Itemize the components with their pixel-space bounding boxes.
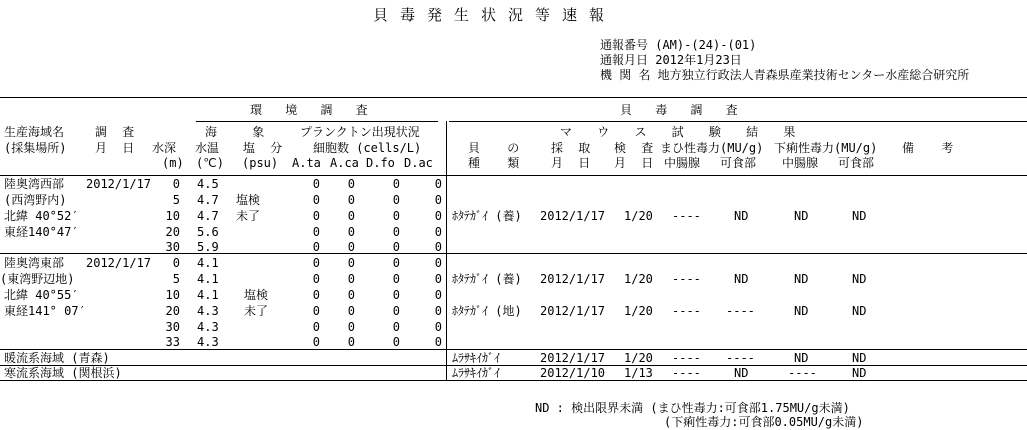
water-temp-header: 水温 bbox=[195, 141, 220, 155]
table-cell-dac: 0 bbox=[434, 225, 442, 239]
table-cell-dfo: 0 bbox=[392, 288, 400, 302]
inspect-date: 1/20 bbox=[624, 209, 653, 223]
table-cell-dac: 0 bbox=[434, 256, 442, 270]
table-cell-aca: 0 bbox=[347, 320, 355, 334]
header-bottom-rule bbox=[0, 175, 1027, 176]
sampling-header: 採 取 bbox=[551, 141, 595, 155]
dsp-hepato-value: ---- bbox=[788, 366, 817, 380]
plankton-header: プランクトン出現状況 bbox=[300, 125, 420, 139]
table-cell-salinity: 未了 bbox=[244, 304, 269, 318]
area2-date: 2012/1/17 bbox=[86, 256, 152, 270]
table-cell-temp: 4.3 bbox=[197, 304, 219, 318]
shellfish-name: ﾎﾀﾃｶﾞｲ (地) bbox=[452, 304, 522, 318]
dsp-header: 下痢性毒力(MU/g) bbox=[774, 141, 878, 155]
species-dac: D.ac bbox=[404, 156, 433, 170]
area1-date: 2012/1/17 bbox=[86, 177, 152, 191]
survey-date-header: 月 日 bbox=[95, 141, 139, 155]
psp-hepato-value: ---- bbox=[672, 209, 701, 223]
inspect-date: 1/20 bbox=[624, 304, 653, 318]
table-cell-dfo: 0 bbox=[392, 193, 400, 207]
area-sub-header: (採集場所) bbox=[4, 141, 67, 155]
table-cell-dfo: 0 bbox=[392, 177, 400, 191]
table-cell-depth: 5 bbox=[172, 193, 180, 207]
table-cell-temp: 4.1 bbox=[197, 272, 219, 286]
psp-hepato-value: ---- bbox=[672, 304, 701, 318]
psp-hepato-value: ---- bbox=[672, 351, 701, 365]
sea-header: 海 象 bbox=[205, 125, 279, 139]
psp-edible-value: ND bbox=[734, 272, 749, 286]
dsp-edible-value: ND bbox=[852, 351, 867, 365]
table-cell-temp: 5.9 bbox=[197, 240, 219, 254]
table-cell-temp: 4.7 bbox=[197, 193, 219, 207]
table-cell-ata: 0 bbox=[312, 272, 320, 286]
inspect-header: 検 査 bbox=[614, 141, 658, 155]
depth-unit: (m) bbox=[162, 156, 184, 170]
table-cell-dac: 0 bbox=[434, 272, 442, 286]
table-cell-temp: 4.3 bbox=[197, 320, 219, 334]
area2-bottom-rule bbox=[0, 349, 1027, 350]
section-divider bbox=[446, 121, 447, 380]
shellfish-name: ﾎﾀﾃｶﾞｲ (養) bbox=[452, 272, 522, 286]
area2-name: 陸奥湾東部 bbox=[4, 256, 65, 270]
table-cell-depth: 33 bbox=[165, 335, 180, 349]
table-cell-depth: 5 bbox=[172, 272, 180, 286]
table-cell-dfo: 0 bbox=[392, 272, 400, 286]
area1-lat: 北緯 40°52′ bbox=[4, 209, 79, 223]
table-cell-ata: 0 bbox=[312, 335, 320, 349]
table-cell-depth: 0 bbox=[172, 177, 180, 191]
sampling-date: 2012/1/17 bbox=[540, 209, 606, 223]
inspect-date-header: 月 日 bbox=[614, 156, 658, 170]
table-cell-dfo: 0 bbox=[392, 256, 400, 270]
table-cell-dfo: 0 bbox=[392, 209, 400, 223]
table-cell-ata: 0 bbox=[312, 209, 320, 223]
table-cell-aca: 0 bbox=[347, 240, 355, 254]
psp-hepato-value: ---- bbox=[672, 272, 701, 286]
env-survey-header: 環 境 調 査 bbox=[250, 103, 376, 117]
psu-unit: (psu) bbox=[242, 156, 279, 170]
table-cell-dfo: 0 bbox=[392, 225, 400, 239]
table-bottom-rule bbox=[0, 380, 1027, 381]
table-cell-depth: 30 bbox=[165, 240, 180, 254]
table-cell-dac: 0 bbox=[434, 209, 442, 223]
table-cell-dac: 0 bbox=[434, 304, 442, 318]
table-cell-dac: 0 bbox=[434, 288, 442, 302]
area1-name: 陸奥湾西部 bbox=[4, 177, 65, 191]
dsp-edible-value: ND bbox=[852, 304, 867, 318]
table-cell-dfo: 0 bbox=[392, 240, 400, 254]
shellfish-name: ﾎﾀﾃｶﾞｲ (養) bbox=[452, 209, 522, 223]
table-cell-temp: 4.5 bbox=[197, 177, 219, 191]
dsp-edible-value: ND bbox=[852, 209, 867, 223]
mouse-test-header: マ ウ ス 試 験 結 果 bbox=[560, 125, 805, 139]
temp-unit: (℃) bbox=[196, 156, 224, 170]
shell-sub-header: 種 類 bbox=[468, 156, 530, 170]
table-cell-depth: 10 bbox=[165, 209, 180, 223]
table-cell-depth: 10 bbox=[165, 288, 180, 302]
toxin-header-rule bbox=[449, 121, 1027, 122]
table-cell-aca: 0 bbox=[347, 272, 355, 286]
dsp-hepato-value: ND bbox=[794, 209, 809, 223]
species-aca: A.ca bbox=[330, 156, 359, 170]
table-cell-ata: 0 bbox=[312, 256, 320, 270]
area1-lon: 東経140°47′ bbox=[4, 225, 79, 239]
table-cell-depth: 20 bbox=[165, 225, 180, 239]
table-cell-dac: 0 bbox=[434, 335, 442, 349]
area-header: 生産海域名 bbox=[4, 125, 65, 139]
table-cell-ata: 0 bbox=[312, 320, 320, 334]
table-cell-dac: 0 bbox=[434, 193, 442, 207]
remarks-header: 備 考 bbox=[902, 141, 964, 155]
psp-edible-header: 可食部 bbox=[720, 156, 757, 170]
table-cell-dac: 0 bbox=[434, 240, 442, 254]
toxin-survey-header: 貝 毒 調 査 bbox=[620, 103, 746, 117]
dsp-edible-value: ND bbox=[852, 366, 867, 380]
report-agency: 機 関 名 地方独立行政法人青森県産業技術センター水産総合研究所 bbox=[600, 68, 970, 82]
table-cell-temp: 4.1 bbox=[197, 256, 219, 270]
psp-edible-value: ND bbox=[734, 366, 749, 380]
species-dfo: D.fo bbox=[366, 156, 395, 170]
table-cell-ata: 0 bbox=[312, 177, 320, 191]
table-cell-salinity: 塩検 bbox=[244, 288, 269, 302]
table-cell-salinity: 塩検 bbox=[236, 193, 261, 207]
psp-edible-value: ND bbox=[734, 209, 749, 223]
psp-edible-value: ---- bbox=[726, 304, 755, 318]
dsp-hepato-value: ND bbox=[794, 351, 809, 365]
psp-hepato-header: 中腸腺 bbox=[664, 156, 701, 170]
table-cell-temp: 4.3 bbox=[197, 335, 219, 349]
table-cell-depth: 0 bbox=[172, 256, 180, 270]
table-cell-ata: 0 bbox=[312, 193, 320, 207]
table-cell-aca: 0 bbox=[347, 177, 355, 191]
dsp-hepato-header: 中腸腺 bbox=[782, 156, 819, 170]
table-cell-temp: 4.1 bbox=[197, 288, 219, 302]
inspect-date: 1/13 bbox=[624, 366, 653, 380]
psp-header: まひ性毒力(MU/g) bbox=[660, 141, 764, 155]
env-header-rule bbox=[196, 121, 438, 122]
area4-name: 寒流系海域 (関根浜) bbox=[4, 366, 122, 380]
inspect-date: 1/20 bbox=[624, 351, 653, 365]
survey-header: 調 査 bbox=[95, 125, 139, 139]
sampling-date-header: 月 日 bbox=[551, 156, 595, 170]
table-cell-depth: 20 bbox=[165, 304, 180, 318]
report-date: 通報月日 2012年1月23日 bbox=[600, 53, 742, 67]
note-nd: ND : 検出限界未満 (まひ性毒力:可食部1.75MU/g未満) bbox=[535, 401, 850, 415]
table-cell-ata: 0 bbox=[312, 225, 320, 239]
shellfish-name: ﾑﾗｻｷｲｶﾞｲ bbox=[452, 366, 501, 380]
table-cell-aca: 0 bbox=[347, 335, 355, 349]
table-cell-dac: 0 bbox=[434, 177, 442, 191]
salinity-header: 塩 分 bbox=[243, 141, 287, 155]
inspect-date: 1/20 bbox=[624, 272, 653, 286]
dsp-hepato-value: ND bbox=[794, 272, 809, 286]
species-ata: A.ta bbox=[292, 156, 321, 170]
depth-header: 水深 bbox=[152, 141, 177, 155]
shellfish-name: ﾑﾗｻｷｲｶﾞｲ bbox=[452, 351, 501, 365]
cells-header: 細胞数 (cells/L) bbox=[313, 141, 422, 155]
table-cell-ata: 0 bbox=[312, 288, 320, 302]
table-cell-salinity: 未了 bbox=[236, 209, 261, 223]
note-dsp: (下痢性毒力:可食部0.05MU/g未満) bbox=[664, 415, 864, 429]
sampling-date: 2012/1/17 bbox=[540, 351, 606, 365]
shell-header: 貝 の bbox=[468, 141, 530, 155]
table-cell-aca: 0 bbox=[347, 256, 355, 270]
area2-lat: 北緯 40°55′ bbox=[4, 288, 79, 302]
table-top-rule bbox=[0, 97, 1027, 98]
psp-hepato-value: ---- bbox=[672, 366, 701, 380]
area3-bottom-rule bbox=[0, 365, 1027, 366]
table-cell-ata: 0 bbox=[312, 304, 320, 318]
table-cell-aca: 0 bbox=[347, 288, 355, 302]
report-number: 通報番号 (AM)-(24)-(01) bbox=[600, 38, 757, 52]
table-cell-dac: 0 bbox=[434, 320, 442, 334]
table-cell-aca: 0 bbox=[347, 304, 355, 318]
psp-edible-value: ---- bbox=[726, 351, 755, 365]
dsp-hepato-value: ND bbox=[794, 304, 809, 318]
table-cell-aca: 0 bbox=[347, 209, 355, 223]
dsp-edible-value: ND bbox=[852, 272, 867, 286]
area2-lon: 東経141° 07′ bbox=[4, 304, 86, 318]
table-cell-dfo: 0 bbox=[392, 335, 400, 349]
table-cell-temp: 4.7 bbox=[197, 209, 219, 223]
table-cell-depth: 30 bbox=[165, 320, 180, 334]
area1-place: (西湾野内) bbox=[4, 193, 67, 207]
sampling-date: 2012/1/17 bbox=[540, 304, 606, 318]
table-cell-temp: 5.6 bbox=[197, 225, 219, 239]
sampling-date: 2012/1/10 bbox=[540, 366, 606, 380]
area3-name: 暖流系海域 (青森) bbox=[4, 351, 110, 365]
sampling-date: 2012/1/17 bbox=[540, 272, 606, 286]
table-cell-dfo: 0 bbox=[392, 320, 400, 334]
area2-place: (東湾野辺地) bbox=[0, 272, 75, 286]
dsp-edible-header: 可食部 bbox=[838, 156, 875, 170]
table-cell-ata: 0 bbox=[312, 240, 320, 254]
page-title: 貝毒発生状況等速報 bbox=[373, 6, 617, 24]
table-cell-aca: 0 bbox=[347, 225, 355, 239]
table-cell-dfo: 0 bbox=[392, 304, 400, 318]
table-cell-aca: 0 bbox=[347, 193, 355, 207]
